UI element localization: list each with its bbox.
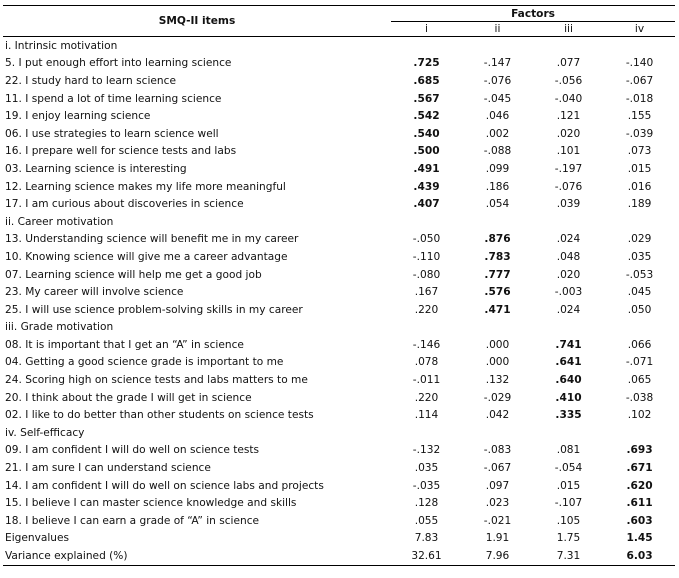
item-label: 17. I am curious about discoveries in science [5,198,244,211]
item-label: 04. Getting a good science grade is important to me [5,356,284,369]
loading-value: -.040 [554,92,583,105]
table-row [3,72,675,90]
item-label: 06. I use strategies to learn science well [5,127,219,140]
table-row [3,231,675,249]
header-row [3,6,675,22]
loading-value: -.083 [483,444,512,457]
loading-value: .102 [627,409,652,422]
loading-value: -.132 [412,444,441,457]
item-label: 13. Understanding science will benefit me in my career [5,233,299,246]
loading-value: .155 [627,110,652,123]
table-row [3,266,675,284]
loading-value: -.056 [554,74,583,87]
loading-value: .641 [555,356,582,369]
loading-value: -.038 [625,391,654,404]
loading-value: .693 [626,444,653,457]
loading-value: .078 [414,356,439,369]
factor-col-header: i [391,22,462,37]
loading-value: 7.83 [414,532,439,545]
item-label: 5. I put enough effort into learning science [5,57,232,70]
table-row [3,477,675,495]
loading-value: -.011 [412,374,441,387]
table-row [3,195,675,213]
loading-value: -.076 [483,74,512,87]
item-label: 07. Learning science will help me get a good job [5,268,262,281]
item-label: 03. Learning science is interesting [5,162,187,175]
item-label: 23. My career will involve science [5,286,184,299]
loading-value: -.054 [554,462,583,475]
table-row [3,406,675,424]
section-row [3,424,675,442]
loading-value: .048 [556,250,581,263]
item-label: 21. I am sure I can understand science [5,462,211,475]
loading-value: 7.96 [462,547,533,565]
loading-value: .065 [627,374,652,387]
loading-value: -.003 [554,286,583,299]
loading-value: -.110 [412,250,441,263]
loading-value: .099 [485,162,510,175]
item-label: 12. Learning science makes my life more meaningful [5,180,286,193]
loading-value: -.147 [483,57,512,70]
loading-value: .567 [413,92,440,105]
item-label: 20. I think about the grade I will get in science [5,391,252,404]
table-row [3,90,675,108]
table-row [3,160,675,178]
loading-value: .035 [414,462,439,475]
loading-value: .640 [555,374,582,387]
summary-label: Eigenvalues [5,532,70,545]
loading-value: 6.03 [604,547,675,565]
loading-value: .024 [556,303,581,316]
item-label: 10. Knowing science will give me a career advantage [5,250,288,263]
loading-value: .035 [627,250,652,263]
loading-value: -.197 [554,162,583,175]
table-row [3,143,675,161]
item-label: 22. I study hard to learn science [5,74,176,87]
loading-value: .015 [556,479,581,492]
loading-value: 7.31 [533,547,604,565]
item-label: 19. I enjoy learning science [5,110,151,123]
factor-col-header: iii [533,22,604,37]
loading-value: .671 [626,462,653,475]
loading-value: -.067 [625,74,654,87]
loading-value: .220 [414,303,439,316]
loading-value: -.018 [625,92,654,105]
loading-value: .220 [414,391,439,404]
section-label: ii. Career motivation [5,215,114,228]
loading-value: .054 [485,198,510,211]
table-row [3,459,675,477]
loading-value: -.050 [412,233,441,246]
loading-value: .015 [627,162,652,175]
loading-value: .045 [627,286,652,299]
loading-value: .023 [485,497,510,510]
loading-value: -.067 [483,462,512,475]
factor-col-header: iv [604,22,675,37]
table-row [3,178,675,196]
loading-value: .020 [556,268,581,281]
loading-value: .471 [484,303,511,316]
item-label: 08. It is important that I get an “A” in science [5,338,244,351]
loading-value: -.080 [412,268,441,281]
loading-value: .783 [484,250,511,263]
loading-value: .066 [627,338,652,351]
loading-value: .167 [414,286,439,299]
factor-loadings-table [3,5,675,566]
loading-value: .000 [485,338,510,351]
loading-value: -.146 [412,338,441,351]
loading-value: -.071 [625,356,654,369]
item-label: 14. I am confident I will do well on science labs and projects [5,479,324,492]
section-label: iii. Grade motivation [5,321,114,334]
table-body [3,37,675,566]
loading-value: .024 [556,233,581,246]
table-row [3,389,675,407]
table-row [3,283,675,301]
loading-value: -.053 [625,268,654,281]
loading-value: .081 [556,444,581,457]
loading-value: .620 [626,479,653,492]
summary-row [3,530,675,548]
loading-value: .439 [413,180,440,193]
loading-value: .077 [556,57,581,70]
loading-value: .105 [556,514,581,527]
loading-value: .042 [485,409,510,422]
summary-row [3,547,675,565]
loading-value: 1.91 [485,532,510,545]
loading-value: -.088 [483,145,512,158]
table-row [3,248,675,266]
loading-value: 1.45 [626,532,653,545]
loading-value: .410 [555,391,582,404]
items-column-header: SMQ-II items [3,6,391,37]
table-row [3,354,675,372]
loading-value: 32.61 [391,547,462,565]
loading-value: .491 [413,162,440,175]
section-row [3,37,675,55]
loading-value: .725 [413,57,440,70]
loading-value: .611 [626,497,653,510]
loading-value: .128 [414,497,439,510]
table-row [3,125,675,143]
table-row [3,107,675,125]
loading-value: .407 [413,198,440,211]
loading-value: .186 [485,180,510,193]
loading-value: .114 [414,409,439,422]
loading-value: .500 [413,145,440,158]
loading-value: -.140 [625,57,654,70]
loading-value: .542 [413,110,440,123]
loading-value: .189 [627,198,652,211]
item-label: 25. I will use science problem-solving skills in my career [5,303,303,316]
loading-value: .777 [484,268,511,281]
section-row [3,319,675,337]
loading-value: .000 [485,356,510,369]
loading-value: 1.75 [556,532,581,545]
item-label: 11. I spend a lot of time learning science [5,92,222,105]
loading-value: .576 [484,286,511,299]
loading-value: .097 [485,479,510,492]
loading-value: -.021 [483,514,512,527]
loading-value: -.107 [554,497,583,510]
loading-value: .132 [485,374,510,387]
loading-value: -.045 [483,92,512,105]
table-row [3,494,675,512]
loading-value: .020 [556,127,581,140]
factor-col-header: ii [462,22,533,37]
table-row [3,301,675,319]
item-label: 18. I believe I can earn a grade of “A” in science [5,514,260,527]
loading-value: .016 [627,180,652,193]
loading-value: .603 [626,514,653,527]
item-label: 16. I prepare well for science tests and labs [5,145,237,158]
table-row [3,371,675,389]
table-row [3,55,675,73]
loading-value: -.029 [483,391,512,404]
loading-value: .029 [627,233,652,246]
loading-value: .335 [555,409,582,422]
loading-value: .073 [627,145,652,158]
loading-value: .039 [556,198,581,211]
loading-value: -.076 [554,180,583,193]
item-label: 09. I am confident I will do well on science tests [5,444,260,457]
loading-value: -.035 [412,479,441,492]
section-row [3,213,675,231]
loading-value: .741 [555,338,582,351]
loading-value: .101 [556,145,581,158]
loading-value: -.039 [625,127,654,140]
item-label: 15. I believe I can master science knowledge and skills [5,497,297,510]
loading-value: .121 [556,110,581,123]
table-row [3,442,675,460]
loading-value: .540 [413,127,440,140]
item-label: 24. Scoring high on science tests and labs matters to me [5,374,308,387]
item-label: 02. I like to do better than other students on science tests [5,409,314,422]
factors-header: Factors [391,6,675,22]
summary-label: Variance explained (%) [3,547,391,565]
loading-value: .002 [485,127,510,140]
section-label: i. Intrinsic motivation [5,39,118,52]
section-label: iv. Self-efficacy [5,426,85,439]
loading-value: .876 [484,233,511,246]
loading-value: .046 [485,110,510,123]
loading-value: .055 [414,514,439,527]
loading-value: .685 [413,74,440,87]
table-row [3,512,675,530]
loading-value: .050 [627,303,652,316]
table-row [3,336,675,354]
